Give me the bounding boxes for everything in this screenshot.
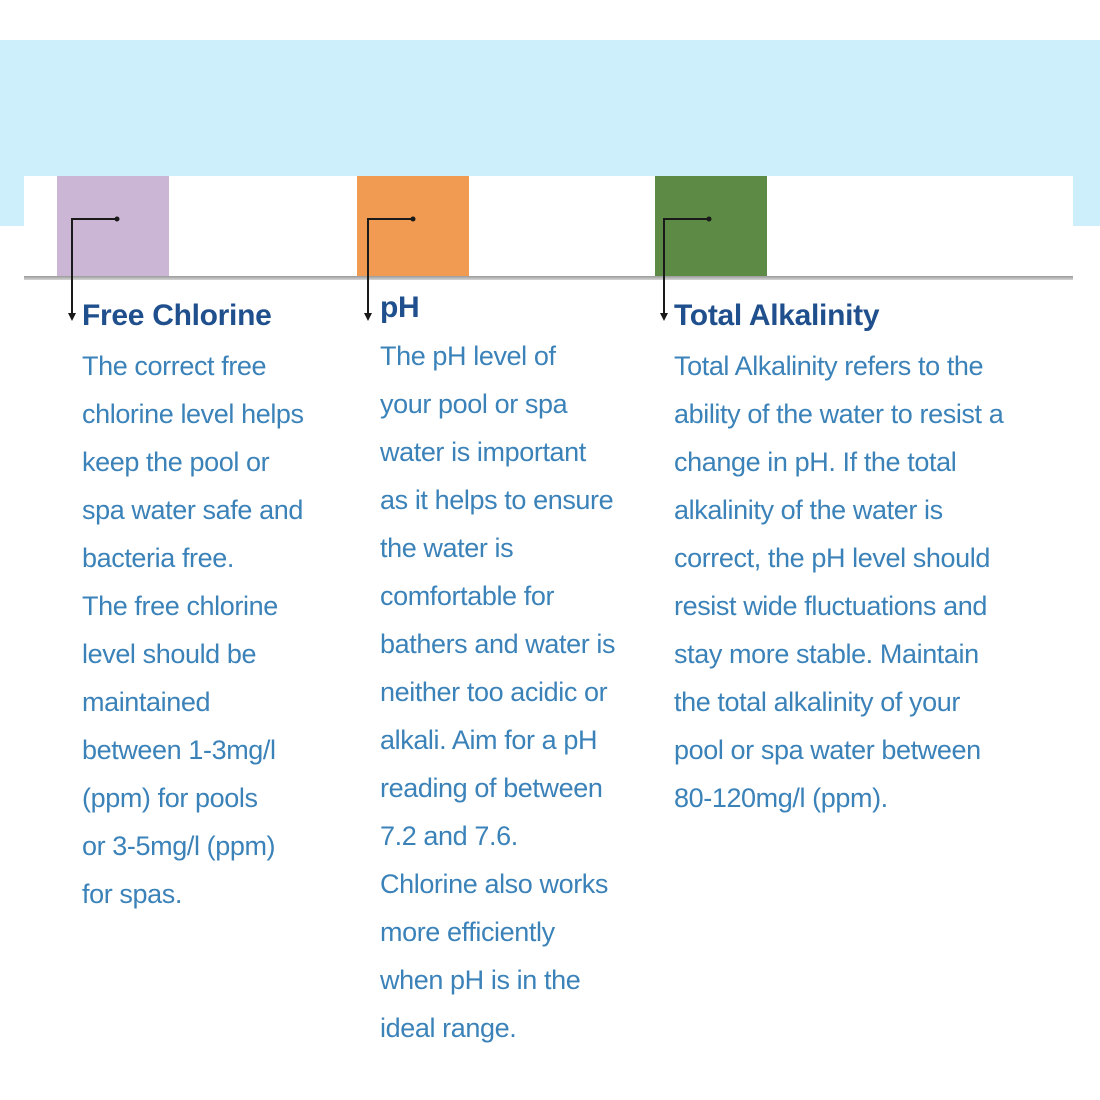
free-chlorine-text-line: The correct free [82, 351, 267, 381]
total-alkalinity-text-line: 80-120mg/l (ppm). [674, 783, 888, 813]
ph-text-line: The pH level of [380, 341, 556, 371]
free-chlorine-text-line: bacteria free. [82, 543, 234, 573]
ph-text-line: reading of between [380, 773, 603, 803]
ph-text-line: more efficiently [380, 917, 555, 947]
test-strip-shadow-edge [24, 276, 1073, 280]
ph-heading: pH [380, 291, 420, 324]
ph-text-line: alkali. Aim for a pH [380, 725, 598, 755]
free-chlorine-text-line: spa water safe and [82, 495, 303, 525]
total-alkalinity-text-line: pool or spa water between [674, 735, 981, 765]
free-chlorine-text-line: or 3-5mg/l (ppm) [82, 831, 276, 861]
total-alkalinity-text-line: correct, the pH level should [674, 543, 990, 573]
total-alkalinity-text-line: change in pH. If the total [674, 447, 957, 477]
ph-text-line: water is important [380, 437, 586, 467]
ph-text-line: Chlorine also works [380, 869, 608, 899]
ph-text-line: comfortable for [380, 581, 555, 611]
total-alkalinity-text-line: alkalinity of the water is [674, 495, 943, 525]
free-chlorine-description [82, 342, 304, 918]
total-alkalinity-text-line: stay more stable. Maintain [674, 639, 979, 669]
ph-description [380, 332, 615, 1052]
ph-text-line: when pH is in the [380, 965, 581, 995]
total-alkalinity-description [674, 342, 1003, 822]
total-alkalinity-heading: Total Alkalinity [674, 299, 880, 332]
free-chlorine-text-line: The free chlorine [82, 591, 278, 621]
ph-text-line: ideal range. [380, 1013, 517, 1043]
free-chlorine-text-line: for spas. [82, 879, 182, 909]
free-chlorine-text-line: level should be [82, 639, 257, 669]
free-chlorine-text-line: maintained [82, 687, 211, 717]
total-alkalinity-text-line: ability of the water to resist a [674, 399, 1004, 429]
test-strip [24, 176, 1073, 277]
ph-text-line: as it helps to ensure [380, 485, 614, 515]
ph-text-line: the water is [380, 533, 514, 563]
free-chlorine-heading: Free Chlorine [82, 299, 272, 332]
free-chlorine-text-line: keep the pool or [82, 447, 270, 477]
free-chlorine-text-line: (ppm) for pools [82, 783, 258, 813]
total-alkalinity-text-line: the total alkalinity of your [674, 687, 960, 717]
free-chlorine-text-line: between 1-3mg/l [82, 735, 276, 765]
ph-text-line: 7.2 and 7.6. [380, 821, 518, 851]
free-chlorine-text-line: chlorine level helps [82, 399, 304, 429]
total-alkalinity-text-line: resist wide fluctuations and [674, 591, 987, 621]
ph-text-line: your pool or spa [380, 389, 568, 419]
ph-text-line: bathers and water is [380, 629, 616, 659]
ph-text-line: neither too acidic or [380, 677, 608, 707]
total-alkalinity-text-line: Total Alkalinity refers to the [674, 351, 984, 381]
